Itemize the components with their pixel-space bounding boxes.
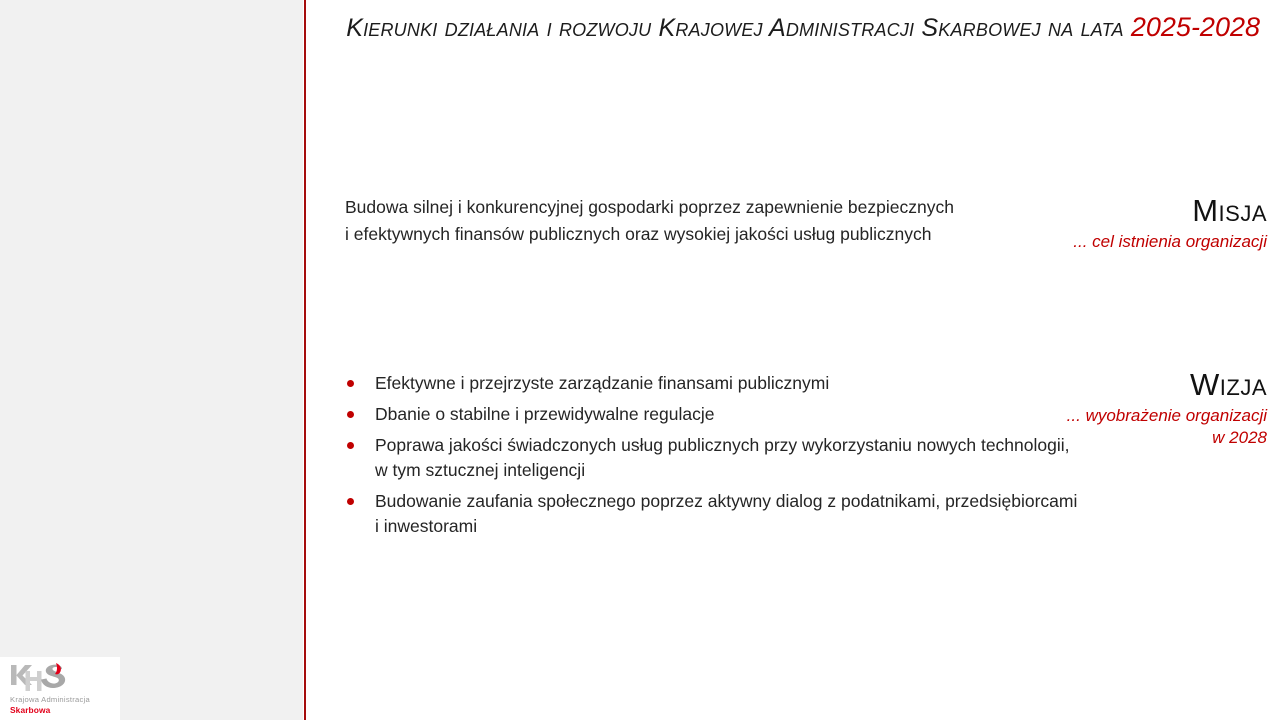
vertical-red-divider [304,0,306,720]
slide-title-years: 2025-2028 [1130,12,1260,42]
list-item-line: Poprawa jakości świadczonych usług publicznych przy wykorzystaniu nowych technologii, [375,435,1070,455]
kas-logo-text [10,695,116,715]
list-item-line: Dbanie o stabilne i przewidywalne regulacje [375,404,715,424]
list-item [345,489,1235,539]
list-item-line: Budowanie zaufania społecznego poprzez aktywny dialog z podatnikami, przedsiębiorcami [375,491,1078,511]
misja-subtitle: ... cel istnienia organizacji [1073,232,1267,251]
kas-logo-line2: Skarbowa [10,704,51,715]
misja-heading: Misja [1192,193,1267,228]
slide-title-main: Kierunki działania i rozwoju Krajowej Administracji Skarbowej na lata [346,14,1131,42]
left-gray-panel [0,0,303,720]
kas-logo-line1: Krajowa Administracja [10,695,90,704]
list-item [345,402,1235,427]
wizja-subtitle-line: ... wyobrażenie organizacji [1066,406,1267,425]
wizja-bullet-list [345,371,1235,545]
bullet-dot-icon [347,442,354,449]
wizja-subtitle-line: w 2028 [1212,428,1267,447]
kas-monogram-icon [10,663,74,693]
bullet-dot-icon [347,411,354,418]
slide-title [310,10,1260,46]
misja-body-line: Budowa silnej i konkurencyjnej gospodarki poprzez zapewnienie bezpiecznych [345,197,954,217]
misja-body-line: i efektywnych finansów publicznych oraz wysokiej jakości usług publicznych [345,224,932,244]
list-item-line: i inwestorami [375,516,478,536]
wizja-heading: Wizja [1190,367,1267,402]
bullet-dot-icon [347,380,354,387]
misja-body [345,194,1215,248]
list-item-line: Efektywne i przejrzyste zarządzanie finansami publicznymi [375,373,830,393]
kas-logo [0,657,120,720]
bullet-dot-icon [347,498,354,505]
list-item-line: w tym sztucznej inteligencji [375,460,586,480]
list-item [345,433,1235,483]
list-item [345,371,1235,396]
